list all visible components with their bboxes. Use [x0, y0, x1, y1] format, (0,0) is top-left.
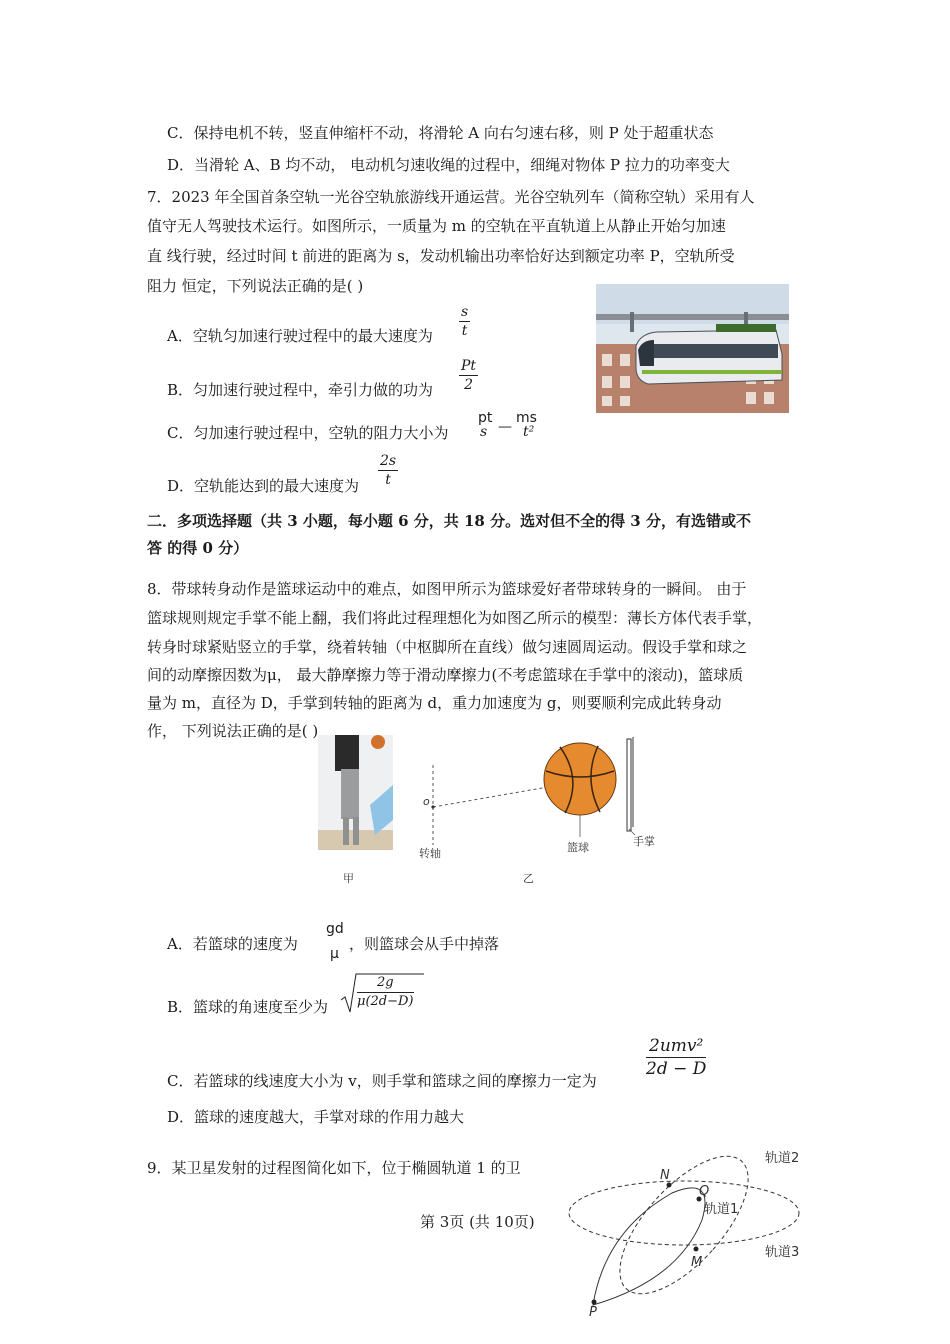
label-q: Q	[699, 1184, 710, 1199]
label-m: M	[691, 1255, 703, 1270]
q7-stem-line3: 直 线行驶，经过时间 t 前进的距离为 s，发动机输出功率恰好达到额定功率 P，空轨所受	[147, 247, 735, 265]
page-number: 第 3页 (共 10页)	[420, 1213, 535, 1231]
q7-option-d: D．空轨能达到的最大速度为	[167, 477, 360, 495]
q8-option-a-numerator: gd	[326, 921, 344, 937]
q7-option-a: A．空轨匀加速行驶过程中的最大速度为	[167, 327, 433, 345]
q7-stem-line4: 阻力 恒定，下列说法正确的是( )	[147, 277, 364, 295]
q8-stem-line1: 8．带球转身动作是篮球运动中的难点，如图甲所示为篮球爱好者带球转身的一瞬间。 由于	[147, 580, 747, 598]
section-2-heading-line2: 答 的得 0 分）	[147, 539, 249, 557]
q9-stem-line1: 9．某卫星发射的过程图简化如下，位于椭圆轨道 1 的卫	[147, 1159, 521, 1177]
section-2-heading-line1: 二．多项选择题（共 3 小题，每小题 6 分，共 18 分。选对但不全的得 3 分，有选错或不	[147, 512, 751, 530]
q8-option-a-denominator: μ	[330, 946, 339, 962]
label-p: P	[589, 1305, 597, 1320]
label-orbit3: 轨道3	[765, 1245, 800, 1260]
label-jia: 甲	[343, 872, 354, 885]
q8-option-a: A．若篮球的速度为	[167, 935, 298, 953]
q7-option-c-minus: —	[498, 419, 512, 435]
q8-option-a-tail: ，则篮球会从手中掉落	[349, 935, 500, 953]
orbit-figure	[560, 1135, 890, 1320]
label-yi: 乙	[523, 872, 534, 885]
q8-option-c: C．若篮球的线速度大小为 v，则手掌和篮球之间的摩擦力一定为	[167, 1072, 597, 1090]
fraction-numerator: s	[461, 304, 469, 320]
q7-option-d-fraction	[378, 452, 398, 489]
q8-stem-line4: 间的动摩擦因数为μ， 最大静摩擦力等于滑动摩擦力(不考虑篮球在手掌中的滚动)，篮球质	[147, 666, 744, 684]
label-axis: 转轴	[419, 847, 441, 860]
q6-option-d: D．当滑轮 A、B 均不动， 电动机匀速收绳的过程中，细绳对物体 P 拉力的功率变大	[167, 156, 730, 174]
fraction-denominator: 2	[464, 377, 473, 393]
fraction-numerator: 2g	[357, 974, 414, 993]
q8-stem-line6: 作， 下列说法正确的是( )	[147, 722, 319, 740]
fraction-denominator: t	[385, 472, 391, 488]
fraction-denominator: t	[461, 323, 468, 339]
fraction-numerator: 2s	[380, 453, 397, 469]
q7-option-c-term2-num: ms	[516, 410, 537, 426]
q8-option-c-fraction	[646, 1035, 706, 1080]
q7-option-c-term2-den: t²	[523, 424, 535, 440]
label-n: N	[660, 1168, 670, 1183]
q8-stem-line3: 转身时球紧贴竖立的手掌，绕着转轴（中枢脚所在直线）做匀速圆周运动。假设手掌和球之	[147, 638, 748, 656]
q7-option-c: C．匀加速行驶过程中，空轨的阻力大小为	[167, 424, 449, 442]
monorail-photo	[596, 284, 789, 413]
q8-stem-line5: 量为 m，直径为 D，手掌到转轴的距离为 d，重力加速度为 g，则要顺利完成此转身动	[147, 694, 722, 712]
q8-option-b-fraction	[357, 974, 414, 1011]
q7-option-a-fraction	[459, 303, 470, 340]
q7-option-b-fraction	[459, 357, 478, 394]
q7-option-b: B．匀加速行驶过程中，牵引力做的功为	[167, 381, 434, 399]
q8-option-b: B．篮球的角速度至少为	[167, 998, 329, 1016]
fraction-denominator: μ(2d−D)	[357, 994, 414, 1009]
q8-option-d: D．篮球的速度越大，手掌对球的作用力越大	[167, 1108, 465, 1126]
q7-option-c-term1-num: pt	[478, 410, 493, 426]
label-orbit1: 轨道1	[704, 1202, 739, 1217]
label-palm: 手掌	[633, 835, 655, 848]
q7-stem-line2: 值守无人驾驶技术运行。如图所示，一质量为 m 的空轨在平直轨道上从静止开始匀加速	[147, 217, 726, 235]
fraction-denominator: 2d − D	[646, 1059, 707, 1079]
label-ball: 篮球	[567, 841, 589, 854]
q7-option-c-term1-den: s	[480, 424, 488, 440]
q7-stem-line1: 7．2023 年全国首条空轨一光谷空轨旅游线开通运营。光谷空轨列车（简称空轨）采用有人	[147, 188, 755, 206]
fraction-numerator: Pt	[461, 358, 477, 374]
fraction-numerator: 2umv²	[646, 1035, 706, 1058]
q6-option-c: C．保持电机不转，竖直伸缩杆不动，将滑轮 A 向右匀速右移，则 P 处于超重状态	[167, 124, 714, 142]
basketball-figure	[315, 735, 655, 890]
q8-stem-line2: 篮球规则规定手掌不能上翻，我们将此过程理想化为如图乙所示的模型：薄长方体代表手掌，	[147, 609, 763, 627]
label-orbit2: 轨道2	[765, 1151, 800, 1166]
label-o: o	[423, 795, 430, 808]
